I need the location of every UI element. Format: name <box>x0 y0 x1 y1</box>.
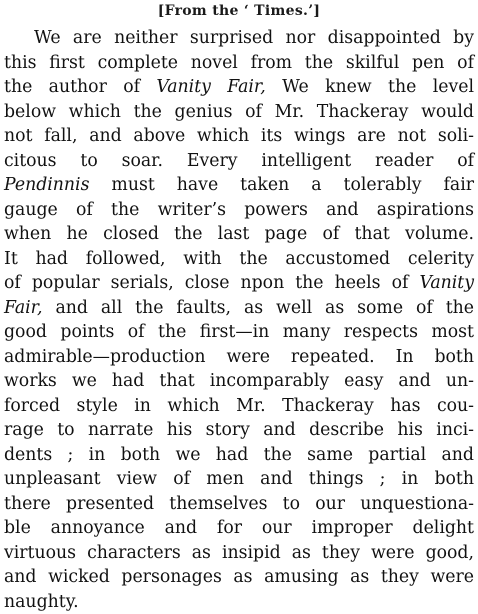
paragraph-line: Pendinnis must have taken a tolerably fair <box>4 173 474 198</box>
source-heading: [From the ‘ Times.’] <box>0 3 478 19</box>
paragraph-line: when he closed the last page of that volume. <box>4 222 474 247</box>
italic-title: Vanity <box>419 273 474 293</box>
paragraph-line: this first complete novel from the skilful pen of <box>4 51 474 76</box>
paragraph-line: dents ; in both we had the same partial and <box>4 443 474 468</box>
paragraph-line: admirable—production were repeated. In both <box>4 345 474 370</box>
paragraph-line: We are neither surprised nor disappointed by <box>4 26 474 51</box>
paragraph-line: works we had that incomparably easy and un- <box>4 369 474 394</box>
paragraph-line: good points of the first—in many respects most <box>4 320 474 345</box>
paragraph-line: rage to narrate his story and describe his inci- <box>4 418 474 443</box>
paragraph-line: virtuous characters as insipid as they were good, <box>4 541 474 566</box>
paragraph-line: citous to soar. Every intelligent reader of <box>4 149 474 174</box>
paragraph-line: the author of Vanity Fair, We knew the level <box>4 75 474 100</box>
paragraph-line: forced style in which Mr. Thackeray has cou- <box>4 394 474 419</box>
paragraph-line: not fall, and above which its wings are not soli- <box>4 124 474 149</box>
paragraph-line: below which the genius of Mr. Thackeray would <box>4 100 474 125</box>
review-paragraph <box>4 26 474 614</box>
paragraph-line: of popular serials, close npon the heels of Vanity <box>4 271 474 296</box>
paragraph-line: It had followed, with the accustomed celerity <box>4 247 474 272</box>
paragraph-line: unpleasant view of men and things ; in both <box>4 467 474 492</box>
paragraph-line: ble annoyance and for our improper delight <box>4 516 474 541</box>
paragraph-line: gauge of the writer’s powers and aspirations <box>4 198 474 223</box>
italic-title: Vanity Fair, <box>156 77 265 97</box>
paragraph-line: and wicked personages as amusing as they were <box>4 565 474 590</box>
italic-title: Fair, <box>4 298 43 318</box>
italic-title: Pendinnis <box>4 175 89 195</box>
paragraph-line: naughty. <box>4 590 474 614</box>
paragraph-line: Fair, and all the faults, as well as some of the <box>4 296 474 321</box>
paragraph-line: there presented themselves to our unquestiona- <box>4 492 474 517</box>
